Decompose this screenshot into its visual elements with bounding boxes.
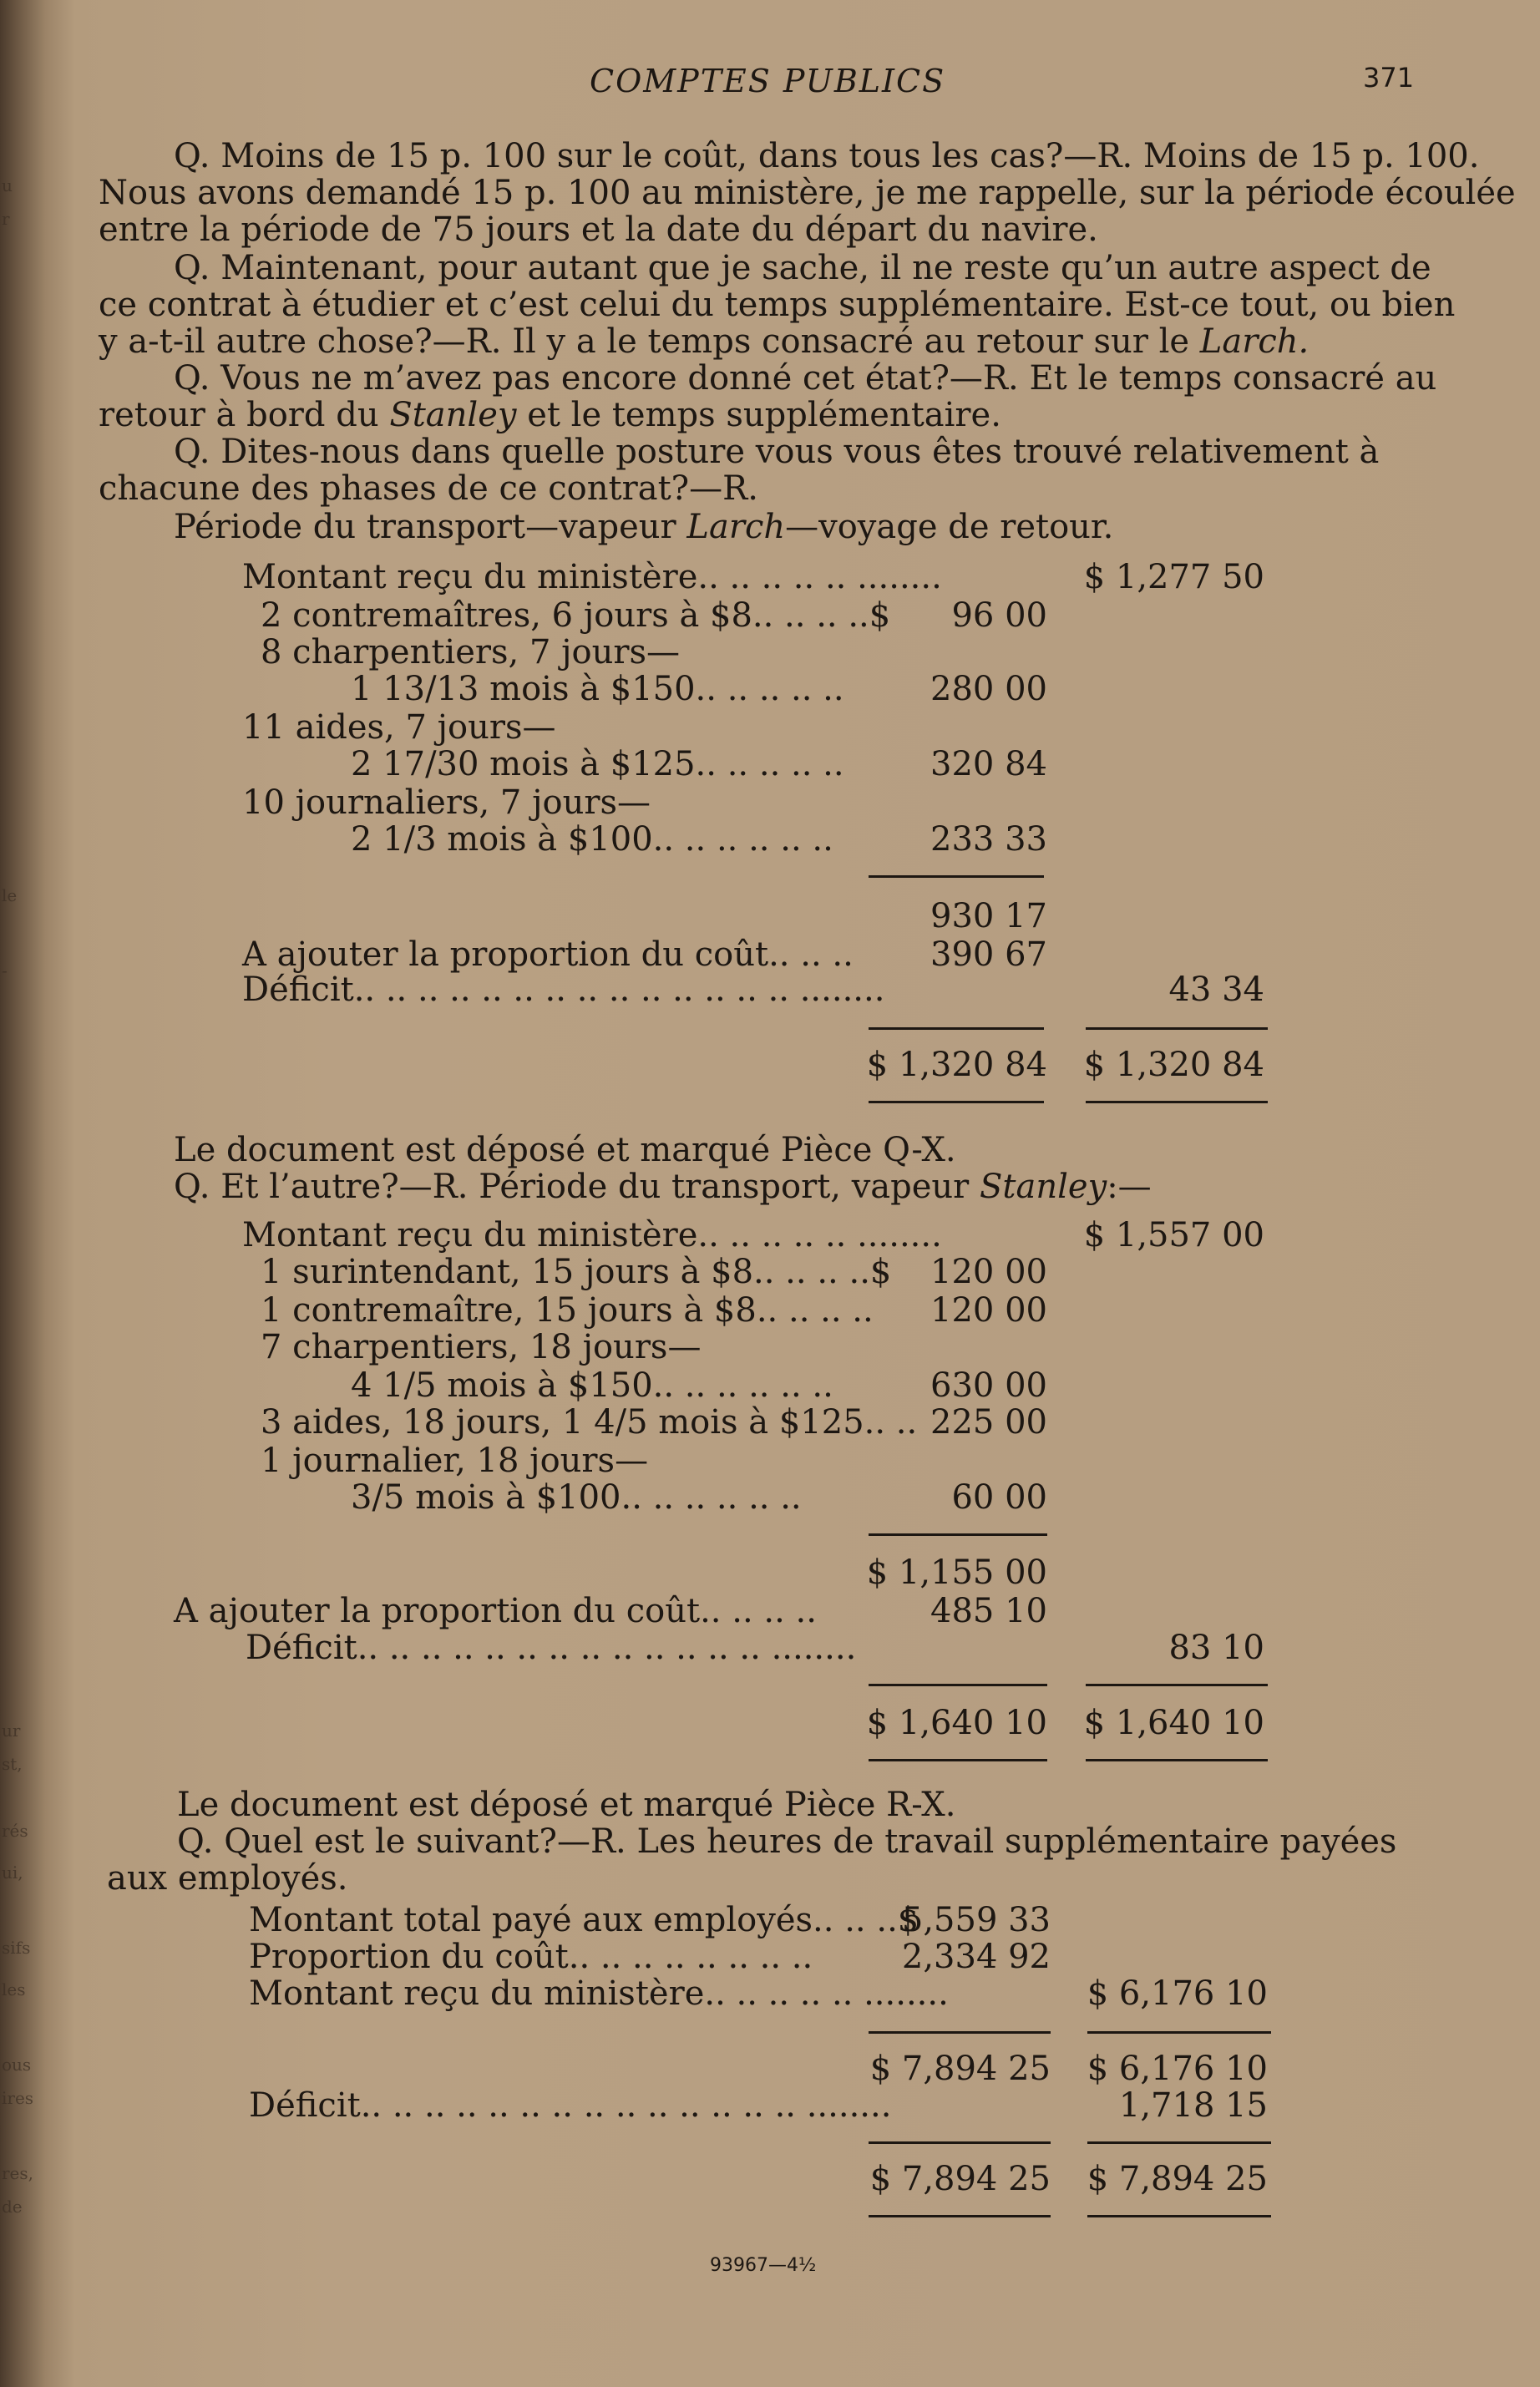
intro-line: chacune des phases de ce contrat?—R. xyxy=(99,469,758,508)
sum-rule xyxy=(1086,1684,1268,1686)
sum-rule xyxy=(1087,2031,1271,2034)
amount-mid: 120 00 xyxy=(930,1253,1047,1291)
sum-rule xyxy=(869,1684,1047,1686)
amount-mid: 280 00 xyxy=(930,670,1047,708)
account-row: Montant reçu du ministère.. .. .. .. .. ........ xyxy=(242,558,942,596)
total-rule xyxy=(1087,2215,1271,2217)
total-right: $ 1,320 84 xyxy=(1083,1046,1264,1084)
amount-right: $ 1,277 50 xyxy=(1083,558,1264,596)
intro-line: ce contrat à étudier et c’est celui du temps supplémentaire. Est-ce tout, ou bien xyxy=(99,286,1456,324)
account-row: 3/5 mois à $100.. .. .. .. .. .. xyxy=(351,1478,802,1517)
total-right: $ 7,894 25 xyxy=(1087,2160,1268,2198)
account-row: 11 aides, 7 jours— xyxy=(242,708,556,747)
account-row: Proportion du coût.. .. .. .. .. .. .. .. xyxy=(249,1938,813,1976)
amount-right: $ 1,557 00 xyxy=(1083,1216,1264,1254)
intro-line: retour à bord du Stanley et le temps supplémentaire. xyxy=(99,396,1001,434)
amount-right: 43 34 xyxy=(1168,971,1264,1009)
amount-right: $ 6,176 10 xyxy=(1087,2050,1268,2088)
intro-line: Q. Vous ne m’avez pas encore donné cet état?—R. Et le temps consacré au xyxy=(174,359,1437,398)
account-row: Déficit.. .. .. .. .. .. .. .. .. .. .. .. .. .. ........ xyxy=(242,971,885,1009)
sum-rule xyxy=(869,1027,1044,1030)
amount-mid: 233 33 xyxy=(930,820,1047,859)
sum-rule xyxy=(1086,1027,1268,1030)
amount-right: 1,718 15 xyxy=(1118,2086,1268,2125)
total-rule xyxy=(869,1101,1044,1103)
total-rule xyxy=(1086,1101,1268,1103)
intro-line: Nous avons demandé 15 p. 100 au ministère, je me rappelle, sur la période écoulée xyxy=(99,174,1516,212)
account-row: 4 1/5 mois à $150.. .. .. .. .. .. xyxy=(351,1366,833,1405)
total-right: $ 1,640 10 xyxy=(1083,1704,1264,1742)
total-mid: $ 1,640 10 xyxy=(866,1704,1047,1742)
deposit-note: Le document est déposé et marqué Pièce Q-X. xyxy=(174,1131,956,1169)
account-row: A ajouter la proportion du coût.. .. .. .. xyxy=(174,1592,817,1630)
intro-line: y a-t-il autre chose?—R. Il y a le temps consacré au retour sur le Larch. xyxy=(99,322,1310,361)
total-rule xyxy=(869,1759,1047,1761)
account-row: 8 charpentiers, 7 jours— xyxy=(261,633,681,672)
account-row: Montant reçu du ministère.. .. .. .. .. ........ xyxy=(242,1216,942,1254)
amount-mid: 485 10 xyxy=(930,1592,1047,1630)
account-row: 1 surintendant, 15 jours à $8.. .. .. ..$ xyxy=(261,1253,892,1291)
amount-mid: 2,334 92 xyxy=(901,1938,1051,1976)
sum-rule xyxy=(1087,2141,1271,2144)
deposit-note: Le document est déposé et marqué Pièce R-X. xyxy=(177,1786,956,1824)
amount-mid: 930 17 xyxy=(930,897,1047,935)
account-row: Déficit.. .. .. .. .. .. .. .. .. .. .. .. .. ........ xyxy=(246,1629,857,1667)
scanned-page: u r le - ur st, rés ui, sifs les ous ires res, de COMPTES PUBLICS 371 Q. Moins de 15 p. 100 sur le coût, dans tous les cas?—R. Moins de 15 p. 100. Nous avons demandé 15 p. 100 au ministère, je me rappelle, sur la période écoulée entre la période de 75 jours et la date du départ du navire. Q. Maintenant, pour autant que je sache, il ne reste qu’un autre aspect de ce contrat à étudier et c’est celui du temps supplémentaire. Est-ce tout, ou bien y a-t-il autre chose?—R. Il y a le temps consacré au retour sur le Larch. Q. Vous ne m’avez pas encore donné cet état?—R. Et le temps consacré au retour à bord du Stanley et le temps supplémentaire. Q. Dites-nous dans quelle posture vous vous êtes trouvé relativement à chacune des phases de ce contrat?—R. Période du transport—vapeur Larch—voyage de retour. Montant reçu du ministère.. .. .. .. .. ........ 2 contremaîtres, 6 jours à $8.. .. .. ..$ 8 charpentiers, 7 jours— 1 13/13 mois à $150.. .. .. .. .. 11 aides, 7 jours— 2 17/30 mois à $125.. .. .. .. .. 10 journaliers, 7 jours— 2 1/3 mois à $100.. .. .. .. .. .. A ajouter la proportion du coût.. .. .. Déficit.. .. .. .. .. .. .. .. .. .. .. .. .. .. ........ $ 1,277 50 96 00 280 00 320 84 233 33 930 17 390 67 43 34 $ 1,320 84 $ 1,320 84 Le document est déposé et marqué Pièce Q-X. Q. Et l’autre?—R. Période du transport, vapeur Stanley:— Montant reçu du ministère.. .. .. .. .. ........ 1 surintendant, 15 jours à $8.. .. .. ..$ 1 contremaître, 15 jours à $8.. .. .. .. 7 charpentiers, 18 jours— 4 1/5 mois à $150.. .. .. .. .. .. 3 aides, 18 jours, 1 4/5 mois à $125.. .. 1 journalier, 18 jours— 3/5 mois à $100.. .. .. .. .. .. A ajouter la proportion du coût.. .. .. .. Déficit.. .. .. .. .. .. .. .. .. .. .. .. .. ........ $ 1,557 00 120 00 120 00 630 00 225 00 60 00 $ 1,155 00 485 10 83 10 $ 1,640 10 $ 1,640 10 Le document est déposé et marqué Pièce R-X. Q. Quel est le suivant?—R. Les heures de travail supplémentaire payées aux employés. Montant total payé aux employés.. .. ..$ Proportion du coût.. .. .. .. .. .. .. .. Montant reçu du ministère.. .. .. .. .. ........ Déficit.. .. .. .. .. .. .. .. .. .. .. .. .. .. ........ 5,559 33 2,334 92 $ 6,176 10 $ 7,894 25 $ 6,176 10 1,718 15 $ 7,894 25 $ 7,894 25 93967—4½ xyxy=(0,0,1540,2387)
amount-mid: 120 00 xyxy=(930,1291,1047,1330)
account-row: 3 aides, 18 jours, 1 4/5 mois à $125.. .. xyxy=(261,1403,918,1442)
account-row: 1 13/13 mois à $150.. .. .. .. .. xyxy=(351,670,844,708)
account-row: 1 journalier, 18 jours— xyxy=(261,1442,649,1480)
question-line: Q. Et l’autre?—R. Période du transport, vapeur Stanley:— xyxy=(174,1168,1152,1206)
amount-mid: $ 7,894 25 xyxy=(869,2050,1051,2088)
amount-right: $ 6,176 10 xyxy=(1087,1974,1268,2013)
amount-mid: $ 1,155 00 xyxy=(866,1553,1047,1592)
account-row: Montant total payé aux employés.. .. ..$ xyxy=(249,1901,919,1939)
account-row: A ajouter la proportion du coût.. .. .. xyxy=(242,935,854,974)
amount-mid: 630 00 xyxy=(930,1366,1047,1405)
account-row: 2 contremaîtres, 6 jours à $8.. .. .. ..$ xyxy=(261,596,891,635)
account-row: 10 journaliers, 7 jours— xyxy=(242,783,651,822)
total-mid: $ 1,320 84 xyxy=(866,1046,1047,1084)
intro-line: Q. Dites-nous dans quelle posture vous vous êtes trouvé relativement à xyxy=(174,433,1380,471)
sum-rule xyxy=(869,2031,1051,2034)
amount-mid: 225 00 xyxy=(930,1403,1047,1442)
total-rule xyxy=(1086,1759,1268,1761)
account-row: Montant reçu du ministère.. .. .. .. .. ........ xyxy=(249,1974,949,2013)
account-row: 1 contremaître, 15 jours à $8.. .. .. .. xyxy=(261,1291,874,1330)
sum-rule xyxy=(869,875,1044,878)
question-line: Q. Quel est le suivant?—R. Les heures de travail supplémentaire payées xyxy=(177,1822,1397,1861)
page-header-title: COMPTES PUBLICS xyxy=(590,63,946,99)
amount-mid: 390 67 xyxy=(930,935,1047,974)
intro-line: entre la période de 75 jours et la date du départ du navire. xyxy=(99,210,1098,249)
section-heading: Période du transport—vapeur Larch—voyage de retour. xyxy=(174,508,1114,546)
amount-right: 83 10 xyxy=(1168,1629,1264,1667)
intro-line: Q. Maintenant, pour autant que je sache, il ne reste qu’un autre aspect de xyxy=(174,249,1431,287)
footer-signature: 93967—4½ xyxy=(710,2255,817,2276)
amount-mid: 5,559 33 xyxy=(901,1901,1051,1939)
amount-mid: 96 00 xyxy=(951,596,1047,635)
account-row: 2 1/3 mois à $100.. .. .. .. .. .. xyxy=(351,820,833,859)
page-number: 371 xyxy=(1363,62,1415,94)
account-row: 2 17/30 mois à $125.. .. .. .. .. xyxy=(351,745,844,783)
amount-mid: 60 00 xyxy=(951,1478,1047,1517)
sum-rule xyxy=(869,1533,1047,1536)
account-row: Déficit.. .. .. .. .. .. .. .. .. .. .. .. .. .. ........ xyxy=(249,2086,892,2125)
sum-rule xyxy=(869,2141,1051,2144)
question-line: aux employés. xyxy=(107,1859,348,1898)
amount-mid: 320 84 xyxy=(930,745,1047,783)
account-row: 7 charpentiers, 18 jours— xyxy=(261,1328,702,1366)
total-mid: $ 7,894 25 xyxy=(869,2160,1051,2198)
total-rule xyxy=(869,2215,1051,2217)
intro-line: Q. Moins de 15 p. 100 sur le coût, dans tous les cas?—R. Moins de 15 p. 100. xyxy=(174,137,1480,175)
